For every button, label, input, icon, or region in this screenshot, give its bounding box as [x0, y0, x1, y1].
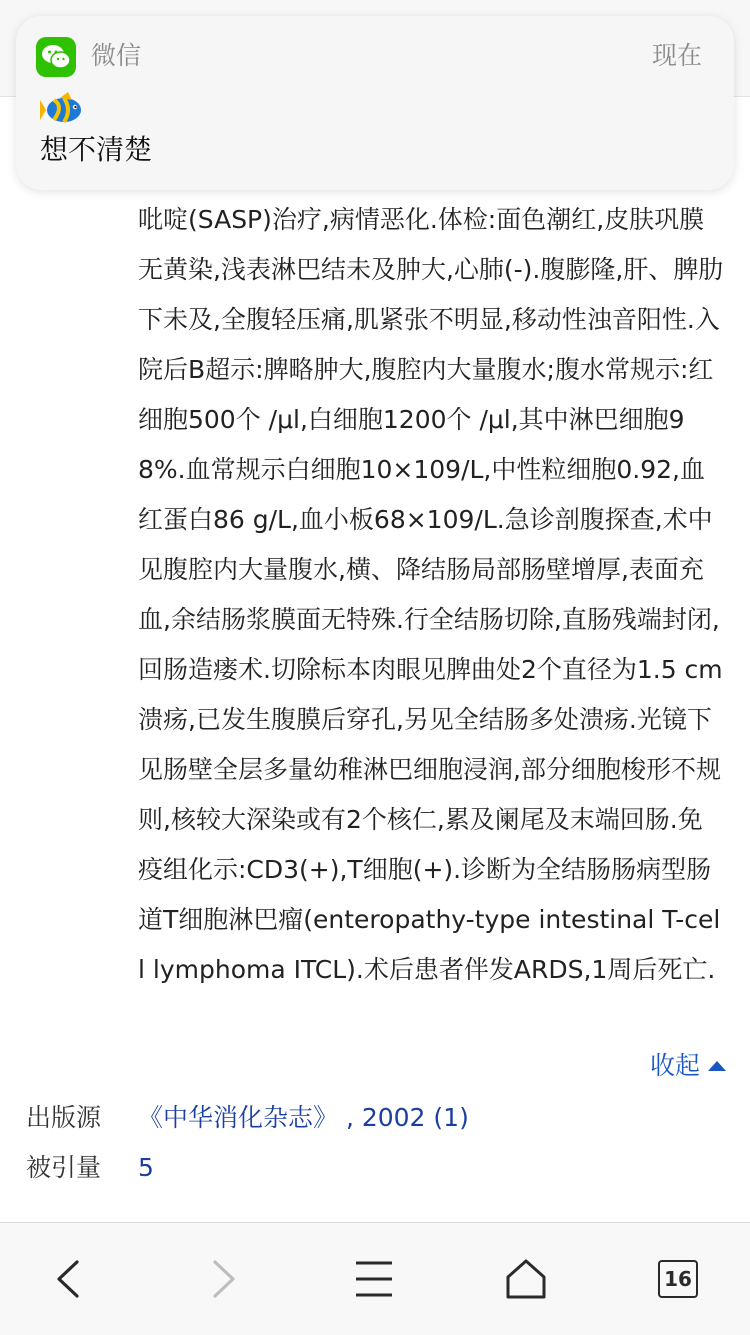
cited-row	[26, 1146, 726, 1190]
source-row	[26, 1096, 726, 1140]
forward-icon	[202, 1259, 242, 1299]
caret-up-icon	[708, 1061, 726, 1071]
tropical-fish-emoji-icon	[40, 92, 84, 128]
forward-button[interactable]	[192, 1249, 252, 1309]
back-button[interactable]	[40, 1249, 100, 1309]
notification-time: 现在	[651, 41, 702, 70]
notification-message: 想不清楚	[40, 133, 153, 166]
home-button[interactable]	[496, 1249, 556, 1309]
cited-label: 被引量	[26, 1153, 102, 1182]
wechat-notification[interactable]	[16, 16, 734, 190]
wechat-icon	[36, 37, 76, 77]
source-link[interactable]: 《中华消化杂志》 , 2002 (1)	[138, 1103, 469, 1132]
collapse-link[interactable]	[650, 1044, 726, 1088]
bottom-toolbar	[0, 1222, 750, 1335]
tabs-icon	[658, 1260, 698, 1298]
tab-count: 16	[664, 1267, 692, 1291]
tabs-button[interactable]	[648, 1249, 708, 1309]
home-icon	[504, 1258, 548, 1300]
notification-app-name: 微信	[91, 41, 142, 70]
cited-count-link[interactable]: 5	[138, 1153, 154, 1182]
source-label: 出版源	[26, 1103, 102, 1132]
back-icon	[50, 1259, 90, 1299]
menu-button[interactable]	[344, 1249, 404, 1309]
article-body: 吡啶(SASP)治疗,病情恶化.体检:面色潮红,皮肤巩膜无黄染,浅表淋巴结未及肿大,心肺(-).腹膨隆,肝、脾肋下未及,全腹轻压痛,肌紧张不明显,移动性浊音阳性.入院后B超示:脾略肿大,腹腔内大量腹水;腹水常规示:红细胞500个 /μl,白细胞1200个 /μl,其中淋巴细胞98%.血常规示白细胞10×109/L,中性粒细胞0.92,血红蛋白86 g/L,血小板68×109/L.急诊剖腹探查,术中见腹腔内大量腹水,横、降结肠局部肠壁增厚,表面充血,余结肠浆膜面无特殊.行全结肠切除,直肠残端封闭,回肠造瘘术.切除标本肉眼见脾曲处2个直径为1.5 cm溃疡,已发生腹膜后穿孔,另见全结肠多处溃疡.光镜下见肠壁全层多量幼稚淋巴细胞浸润,部分细胞梭形不规则,核较大深染或有2个核仁,累及阑尾及末端回肠.免疫组化示:CD3(+),T细胞(+).诊断为全结肠肠病型肠道T细胞淋巴瘤(enteropathy-type intestinal T-cell lymphoma ITCL).术后患者伴发ARDS,1周后死亡.	[138, 205, 724, 984]
collapse-label: 收起	[649, 1051, 700, 1080]
menu-icon	[353, 1259, 395, 1299]
